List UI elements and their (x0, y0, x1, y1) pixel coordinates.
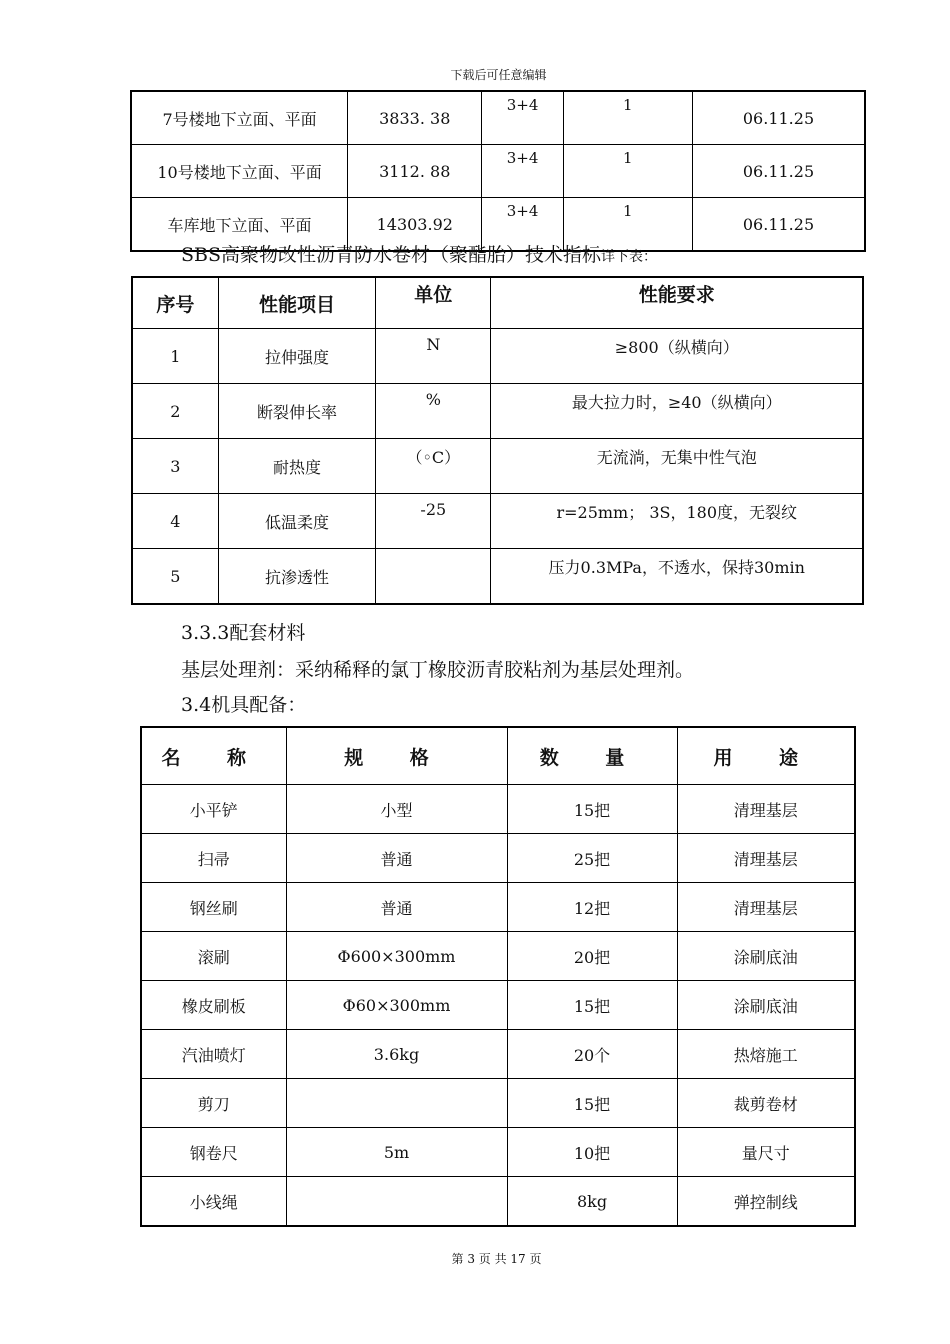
table-row (132, 329, 863, 384)
header-no: 序号 (132, 277, 218, 329)
item-cell: 断裂伸长率 (218, 384, 375, 439)
tool-spec-cell: 小型 (286, 785, 507, 834)
tool-name-cell: 汽油喷灯 (141, 1030, 286, 1079)
tool-use-cell: 热熔施工 (677, 1030, 855, 1079)
layers-cell: 3+4 (482, 145, 563, 198)
spec-table (131, 276, 864, 605)
tool-use-cell: 量尺寸 (677, 1128, 855, 1177)
unit-cell: （◦C） (376, 439, 491, 494)
area-table (130, 90, 866, 252)
header-unit: 单位 (376, 277, 491, 329)
header-name: 名 称 (141, 727, 286, 785)
table-row (141, 883, 855, 932)
requirement-cell: 压力0.3MPa，不透水，保持30min (491, 549, 863, 605)
table-row (141, 981, 855, 1030)
tool-name-cell: 钢卷尺 (141, 1128, 286, 1177)
tool-name-cell: 滚刷 (141, 932, 286, 981)
layers-cell: 3+4 (482, 198, 563, 252)
tool-spec-cell: 普通 (286, 883, 507, 932)
page-header-note: 下载后可任意编辑 (450, 68, 547, 82)
tool-use-cell: 清理基层 (677, 785, 855, 834)
table-row (132, 439, 863, 494)
base-treatment-text: 基层处理剂：采纳稀释的氯丁橡胶沥青胶粘剂为基层处理剂。 (181, 659, 695, 681)
header-spec: 规 格 (286, 727, 507, 785)
area-cell: 3112. 88 (348, 145, 482, 198)
table-row (141, 834, 855, 883)
header-qty: 数 量 (507, 727, 677, 785)
requirement-cell: ≥800（纵横向） (491, 329, 863, 384)
page-footer-note: 第 3 页 共 17 页 (451, 1252, 542, 1266)
tools-table-header (141, 727, 855, 785)
requirement-cell: r=25mm； 3S，180度，无裂纹 (491, 494, 863, 549)
unit-cell (376, 549, 491, 605)
tool-qty-cell: 8kg (507, 1177, 677, 1227)
table-row (141, 1030, 855, 1079)
tool-qty-cell: 15把 (507, 785, 677, 834)
date-cell: 06.11.25 (693, 145, 866, 198)
header-use: 用 途 (677, 727, 855, 785)
table-row (141, 932, 855, 981)
tool-spec-cell: Φ600×300mm (286, 932, 507, 981)
header-req: 性能要求 (491, 277, 863, 329)
tool-spec-cell (286, 1177, 507, 1227)
location-cell: 车库地下立面、平面 (131, 198, 348, 252)
location-cell: 7号楼地下立面、平面 (131, 91, 348, 145)
unit-cell: N (376, 329, 491, 384)
table-row (131, 145, 865, 198)
unit-cell: % (376, 384, 491, 439)
table-row (141, 1128, 855, 1177)
quantity-cell: 1 (563, 198, 692, 252)
tool-qty-cell: 15把 (507, 981, 677, 1030)
tool-spec-cell: 3.6kg (286, 1030, 507, 1079)
tool-qty-cell: 25把 (507, 834, 677, 883)
tool-use-cell: 清理基层 (677, 883, 855, 932)
table-row (141, 1079, 855, 1128)
spec-caption-main: SBS高聚物改性沥青防水卷材（聚酯胎）技术指标 (181, 244, 601, 266)
section-3-3-3: 3.3.3配套材料 (181, 622, 306, 644)
tool-name-cell: 扫帚 (141, 834, 286, 883)
tools-table (140, 726, 856, 1227)
tool-spec-cell: 普通 (286, 834, 507, 883)
tool-use-cell: 弹控制线 (677, 1177, 855, 1227)
table-row (132, 384, 863, 439)
table-row (141, 785, 855, 834)
table-row (132, 549, 863, 605)
quantity-cell: 1 (563, 91, 692, 145)
date-cell: 06.11.25 (693, 91, 866, 145)
item-cell: 低温柔度 (218, 494, 375, 549)
tool-use-cell: 清理基层 (677, 834, 855, 883)
date-cell: 06.11.25 (693, 198, 866, 252)
tool-qty-cell: 15把 (507, 1079, 677, 1128)
quantity-cell: 1 (563, 145, 692, 198)
tool-spec-cell: Φ60×300mm (286, 981, 507, 1030)
tool-qty-cell: 12把 (507, 883, 677, 932)
no-cell: 4 (132, 494, 218, 549)
tool-use-cell: 涂刷底油 (677, 932, 855, 981)
tool-use-cell: 裁剪卷材 (677, 1079, 855, 1128)
item-cell: 抗渗透性 (218, 549, 375, 605)
no-cell: 2 (132, 384, 218, 439)
location-cell: 10号楼地下立面、平面 (131, 145, 348, 198)
tool-qty-cell: 20个 (507, 1030, 677, 1079)
tool-name-cell: 小线绳 (141, 1177, 286, 1227)
tool-name-cell: 橡皮刷板 (141, 981, 286, 1030)
item-cell: 耐热度 (218, 439, 375, 494)
spec-caption-suffix: 详下表： (601, 249, 657, 265)
tool-qty-cell: 20把 (507, 932, 677, 981)
layers-cell: 3+4 (482, 91, 563, 145)
tool-spec-cell: 5m (286, 1128, 507, 1177)
requirement-cell: 无流淌，无集中性气泡 (491, 439, 863, 494)
header-item: 性能项目 (218, 277, 375, 329)
no-cell: 3 (132, 439, 218, 494)
section-3-4: 3.4机具配备： (181, 694, 307, 716)
table-row (132, 494, 863, 549)
table-row (131, 91, 865, 145)
area-cell: 3833. 38 (348, 91, 482, 145)
requirement-cell: 最大拉力时，≥40（纵横向） (491, 384, 863, 439)
tool-use-cell: 涂刷底油 (677, 981, 855, 1030)
area-cell: 14303.92 (348, 198, 482, 252)
tool-name-cell: 小平铲 (141, 785, 286, 834)
table-row (141, 1177, 855, 1227)
tool-spec-cell (286, 1079, 507, 1128)
tool-qty-cell: 10把 (507, 1128, 677, 1177)
unit-cell: -25 (376, 494, 491, 549)
no-cell: 5 (132, 549, 218, 605)
spec-table-header (132, 277, 863, 329)
tool-name-cell: 剪刀 (141, 1079, 286, 1128)
tool-name-cell: 钢丝刷 (141, 883, 286, 932)
item-cell: 拉伸强度 (218, 329, 375, 384)
spec-caption (181, 240, 657, 267)
no-cell: 1 (132, 329, 218, 384)
